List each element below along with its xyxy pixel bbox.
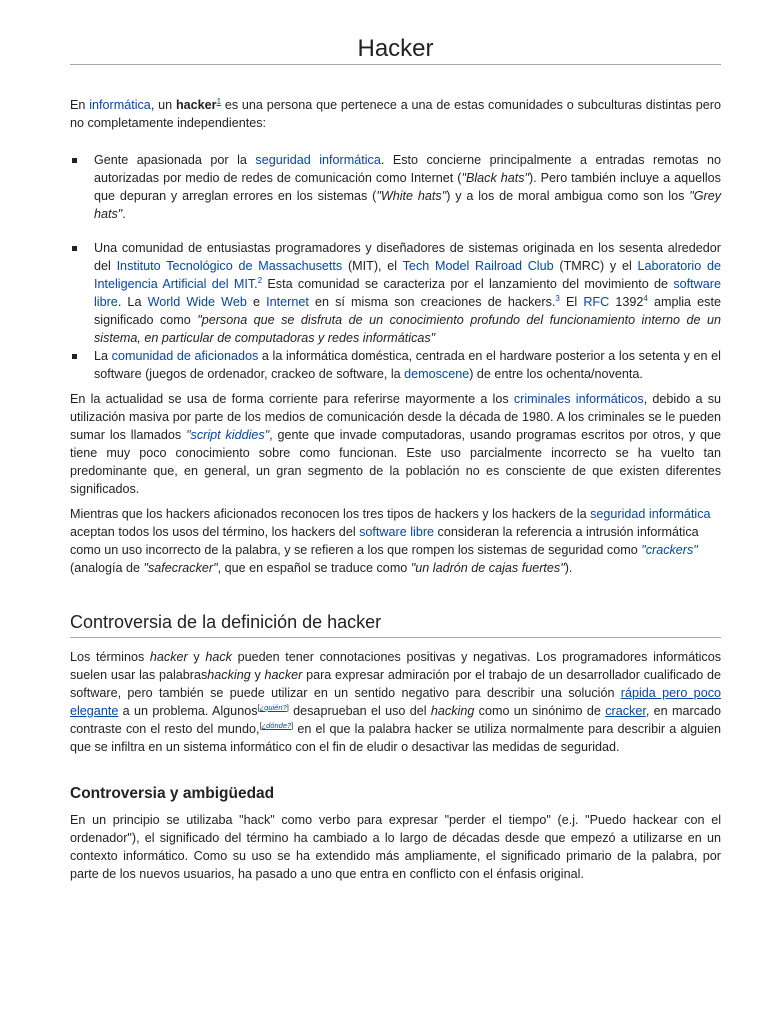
term-hacker: hacker [264,668,303,682]
text: a un problema. Algunos [118,704,258,718]
link-script-kiddies[interactable]: "script kiddies" [186,428,270,442]
bracket: ] [286,702,289,712]
text: . La [117,295,148,309]
text: para expresar admiración por el trabajo de un desarrollador cualificado de software, pero también se puede utilizar en un sentido negativo para describir una solución [70,668,722,700]
text: , en marcado contraste con el resto del mundo, [70,704,722,736]
text: Mientras que los hackers aficionados reconocen los tres tipos de hackers y los hackers de la [70,507,591,521]
text: El [559,295,584,309]
term-hacking: hacking [430,704,475,718]
link-software-libre[interactable]: software libre [94,277,721,309]
citation-needed-quien[interactable] [258,703,289,712]
text: y [187,650,206,664]
bullet-list-1 [70,151,721,223]
link-seguridad-informatica[interactable]: seguridad informática [590,507,711,521]
reference-link[interactable]: 3 [555,293,560,303]
term-black-hats: "Black hats" [461,171,529,185]
paragraph-mientras [70,505,721,577]
text: . Esto concierne principalmente a entradas remotas no autorizadas por medio de redes de comunicación como Internet ( [94,153,722,185]
bracket: [ [257,702,260,712]
text: 1392 [609,295,644,309]
text: (TMRC) y el [553,259,638,273]
bullet-marker [72,246,77,251]
term-hacker: hacker [149,650,188,664]
text: ). [564,561,573,575]
text: en sí misma son creaciones de hackers. [308,295,556,309]
text: (analogía de [70,561,144,575]
tag-link[interactable]: ¿dónde? [261,720,292,730]
reference-link[interactable]: 1 [216,96,222,106]
link-laboratorio-ia[interactable]: Laboratorio de Inteligencia Artificial del MIT [94,259,721,291]
text: consideran la referencia a intrusión informática como un uso incorrecto de la palabra, y se refieren a los que rompen los sistemas de seguridad como [70,525,699,557]
link-demoscene[interactable]: demoscene [404,367,470,381]
bracket: [ [259,720,262,730]
term-hacker: hacker [175,98,217,112]
text: Los términos [70,650,150,664]
text: , que en español se traduce como [217,561,411,575]
text: , gente que invade computadoras, usando programas escritos por otros, y que tiene muy poco conocimiento sobre como funcionan. Este uso parcialmente incorrecto se ha vuelto tan predominante que, en general, un gran segmento de la población no es consciente de que existen diferentes significados. [70,428,721,496]
citation-needed-donde[interactable] [259,721,293,730]
link-comunidad-aficionados[interactable]: comunidad de aficionados [111,349,259,363]
section-controversia [70,611,721,633]
quote-rfc: "persona que se disfruta de un conocimiento profundo del funcionamiento interno de un sistema, en particular de computadoras y redes informáticas" [94,313,721,345]
paragraph-text: En un principio se utilizaba "hack" como verbo para expresar "perder el tiempo" (e.j. "Puedo hackear con el ordenador"), el significado del término ha cambiado a lo largo de décadas desde que empezó a utilizarse en un contexto informático. Como su uso se ha extendido más ampliamente, el significado primario de la palabra, por parte de los nuevos usuarios, ha pasado a uno que entra en conflicto con el énfasis original. [70,813,721,881]
text: desaprueban el uso del [288,704,431,718]
text: ) y a los de moral ambigua como son los [446,189,690,203]
reference-link[interactable]: 2 [257,275,263,285]
text: aceptan todos los usos del término, los hackers del [70,525,360,539]
term-hacking: hacking [207,668,251,682]
list-item-mit [70,239,721,347]
link-seguridad-informatica[interactable]: seguridad informática [255,153,381,167]
link-internet[interactable]: Internet [266,295,309,309]
link-software-libre[interactable]: software libre [359,525,435,539]
page-title: Hacker [357,35,434,62]
term-hack: hack [205,650,232,664]
paragraph-controversia [70,648,721,756]
term-grey-hats: "Grey hats" [94,189,722,221]
link-criminales-informaticos[interactable]: criminales informáticos [513,392,644,406]
link-cracker[interactable]: cracker [605,704,646,718]
link-rfc[interactable]: RFC [583,295,610,309]
text: Una comunidad de entusiastas programadores y diseñadores de sistemas originada en los sesenta alrededor del [94,241,721,273]
link-mit[interactable]: Instituto Tecnológico de Massachusetts [116,259,343,273]
text: Gente apasionada por la [94,153,256,167]
reference-link[interactable]: 4 [643,293,648,303]
text: pueden tener connotaciones positivas y negativas. Los programadores informáticos suelen usar las palabras [70,650,722,682]
section-ambiguedad [70,784,721,804]
subsection-heading: Controversia y ambigüedad [70,785,275,802]
text: es una persona que pertenece a una de estas comunidades o subculturas distintas pero no completamente independientes: [70,98,721,130]
link-tmrc[interactable]: Tech Model Railroad Club [402,259,554,273]
bracket: ] [291,720,294,730]
link-rapida-poco-elegante[interactable]: rápida pero poco elegante [70,686,721,718]
link-crackers[interactable]: "crackers" [641,543,698,557]
text: (MIT), el [342,259,403,273]
text: . [122,207,126,221]
term-safecracker: "safecracker" [143,561,218,575]
term-ladron: "un ladrón de cajas fuertes" [410,561,565,575]
title-divider [70,64,721,65]
section-heading: Controversia de la definición de hacker [70,612,382,632]
text: ) de entre los ochenta/noventa. [469,367,643,381]
text: Esta comunidad se caracteriza por el lanzamiento del movimiento de [262,277,674,291]
text: ). Pero también incluye a aquellos que depuran y arreglan errores en los sistemas ( [94,171,721,203]
paragraph-ambiguedad [70,811,721,883]
link-world-wide-web[interactable]: World Wide Web [147,295,247,309]
text: En la actualidad se usa de forma corriente para referirse mayormente a los [70,392,514,406]
text: , un [150,98,176,112]
text: a la informática doméstica, centrada en el hardware posterior a los setenta y en el software (juegos de ordenador, crackeo de software, la [94,349,721,381]
list-item-aficionados [70,347,721,383]
text: , debido a su utilización masiva por parte de los medios de comunicación desde la década de 1980. A los criminales se le pueden sumar los llamados [70,392,721,442]
paragraph-actualidad [70,390,721,498]
link-informatica[interactable]: informática [89,98,151,112]
text: . [254,277,258,291]
text: amplia este significado como [94,295,721,327]
bullet-list-2 [70,239,721,383]
bullet-marker [72,354,77,359]
intro-paragraph [70,96,721,132]
text: La [94,349,112,363]
text: como un sinónimo de [474,704,606,718]
text: y [250,668,265,682]
text: en el que la palabra hacker se utiliza normalmente para describir a alguien que se infiltra en un sistema informático con el fin de eludir o desactivar las medidas de seguridad. [70,722,721,754]
section-divider [70,637,721,638]
term-white-hats: "White hats" [376,189,447,203]
list-item-hats [70,151,721,223]
text: e [246,295,267,309]
bullet-marker [72,158,77,163]
text: En [70,98,90,112]
tag-link[interactable]: ¿quién? [259,702,287,712]
